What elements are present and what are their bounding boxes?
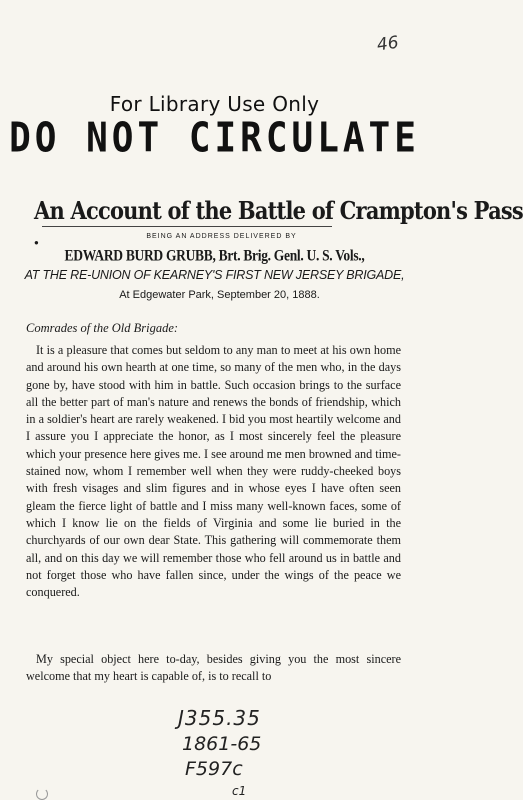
body-paragraph-1: It is a pleasure that comes but seldom to any man to meet at his own home and around his own hearth at one time, so many of the men who, in the days gone by, have stood with him in battle. Such occasion brings to the surface all the better part of man's nature and renews the bonds of friendship, which in a soldier's heart are rarely weakened. I bid you most heartily welcome and I assure you I appreciate the honor, as I most sincerely feel the pleasure which your presence here gives me. I see around me men browned and time-stained now, whom I remember well when they were ruddy-cheeked boys with fresh visages and slim figures and in whose eyes I have often seen gleam the fierce light of battle and I miss many well-known faces, some of which I know lie on the fields of Virginia and some lie buried in the churchyards of our own dear State. This gathering will commemorate them all, and on this day we will remember those who fell around us in battle and not forget those who have fallen since, under the wings of the peace we conquered. [26, 343, 401, 600]
library-use-stamp: For Library Use Only [109, 92, 320, 116]
copy-number: c1 [232, 784, 247, 798]
reunion-line: AT THE RE-UNION OF KEARNEY'S FIRST NEW JERSEY BRIGADE, [24, 268, 405, 282]
address-intro: BEING AN ADDRESS DELIVERED BY [146, 233, 297, 240]
handwritten-page-number: 46 [376, 32, 401, 56]
body-paragraph-2: My special object here to-day, besides giving you the most sincere welcome that my heart is capable of, is to recall to [26, 652, 401, 684]
bullet-mark: ● [34, 238, 39, 247]
do-not-circulate-stamp: DO NOT CIRCULATE [9, 114, 420, 163]
title-rule [42, 226, 332, 227]
margin-mark [36, 788, 48, 800]
call-number-line-2: 1861-65 [182, 733, 262, 755]
call-number-line-3: F597c [185, 758, 243, 780]
author-line: EDWARD BURD GRUBB, Brt. Brig. Genl. U. S. Vols., [64, 246, 365, 265]
date-location-line: At Edgewater Park, September 20, 1888. [119, 289, 320, 301]
document-title: An Account of the Battle of Crampton's Pass [34, 196, 523, 225]
call-number-line-1: J355.35 [178, 706, 261, 730]
salutation: Comrades of the Old Brigade: [26, 321, 179, 335]
